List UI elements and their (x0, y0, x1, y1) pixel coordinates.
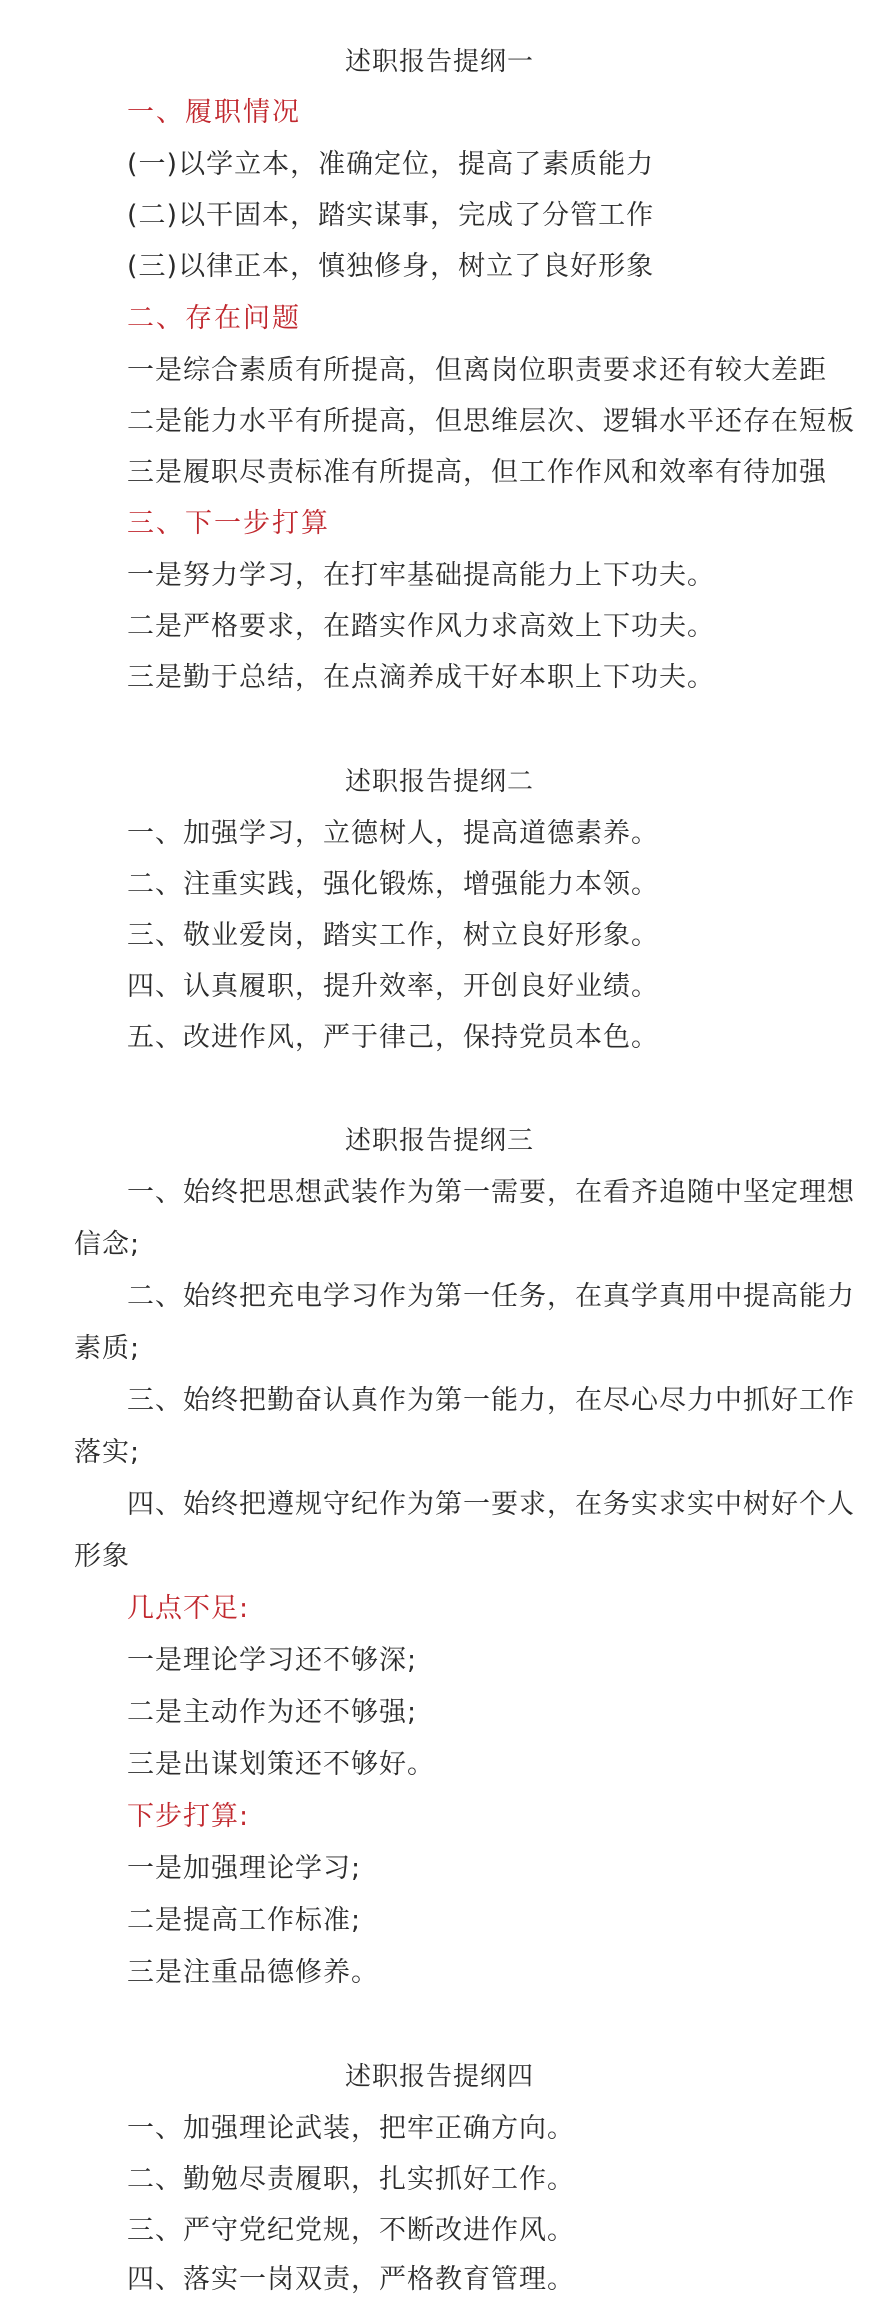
outline2-title: 述职报告提纲二 (344, 767, 534, 797)
outline3-shortcoming-1: 一是理论学习还不够深; (127, 1645, 418, 1676)
outline1-section1-item-2: (二)以干固本，踏实谋事，完成了分管工作 (127, 200, 655, 231)
outline4-title: 述职报告提纲四 (344, 2062, 534, 2092)
outline3-shortcomings-heading: 几点不足: (127, 1593, 250, 1624)
outline4-item-2: 二、勤勉尽责履职，扎实抓好工作。 (127, 2164, 575, 2195)
outline1-title: 述职报告提纲一 (344, 47, 534, 77)
outline3-title: 述职报告提纲三 (344, 1126, 534, 1156)
outline3-next-steps-heading: 下步打算: (127, 1801, 250, 1832)
outline3-para3-line1: 三、始终把勤奋认真作为第一能力，在尽心尽力中抓好工作 (127, 1385, 855, 1416)
outline3-shortcoming-2: 二是主动作为还不够强; (127, 1697, 418, 1728)
outline2-item-3: 三、敬业爱岗，踏实工作，树立良好形象。 (127, 920, 659, 951)
outline3-para3-line2: 落实; (74, 1437, 141, 1468)
outline3-para4-line2: 形象 (74, 1541, 130, 1572)
outline1-section1-item-3: (三)以律正本，慎独修身，树立了良好形象 (127, 251, 655, 282)
outline3-para2-line2: 素质; (74, 1333, 141, 1364)
outline3-next-step-3: 三是注重品德修养。 (127, 1957, 379, 1988)
outline1-section2-item-2: 二是能力水平有所提高，但思维层次、逻辑水平还存在短板 (127, 406, 855, 437)
outline1-section2-heading: 二、存在问题 (127, 303, 301, 334)
outline3-para1-line1: 一、始终把思想武装作为第一需要，在看齐追随中坚定理想 (127, 1177, 855, 1208)
outline3-para4-line1: 四、始终把遵规守纪作为第一要求，在务实求实中树好个人 (127, 1489, 855, 1520)
outline1-section3-heading: 三、下一步打算 (127, 508, 330, 539)
outline3-para1-line2: 信念; (74, 1229, 141, 1260)
outline1-section3-item-1: 一是努力学习，在打牢基础提高能力上下功夫。 (127, 560, 715, 591)
outline4-item-3: 三、严守党纪党规，不断改进作风。 (127, 2215, 575, 2246)
outline3-next-step-2: 二是提高工作标准; (127, 1905, 362, 1936)
outline3-shortcoming-3: 三是出谋划策还不够好。 (127, 1749, 435, 1780)
outline3-next-step-1: 一是加强理论学习; (127, 1853, 362, 1884)
outline1-section1-item-1: (一)以学立本，准确定位，提高了素质能力 (127, 149, 655, 180)
outline1-section2-item-3: 三是履职尽责标准有所提高，但工作作风和效率有待加强 (127, 457, 827, 488)
outline2-item-2: 二、注重实践，强化锻炼，增强能力本领。 (127, 869, 659, 900)
outline1-section3-item-3: 三是勤于总结，在点滴养成干好本职上下功夫。 (127, 662, 715, 693)
outline4-item-4: 四、落实一岗双责，严格教育管理。 (127, 2264, 575, 2295)
outline3-para2-line1: 二、始终把充电学习作为第一任务，在真学真用中提高能力 (127, 1281, 855, 1312)
outline2-item-5: 五、改进作风，严于律己，保持党员本色。 (127, 1022, 659, 1053)
outline1-section1-heading: 一、履职情况 (127, 97, 301, 128)
outline4-item-1: 一、加强理论武装，把牢正确方向。 (127, 2113, 575, 2144)
outline2-item-4: 四、认真履职，提升效率，开创良好业绩。 (127, 971, 659, 1002)
outline1-section2-item-1: 一是综合素质有所提高，但离岗位职责要求还有较大差距 (127, 355, 827, 386)
outline2-item-1: 一、加强学习，立德树人，提高道德素养。 (127, 818, 659, 849)
outline1-section3-item-2: 二是严格要求，在踏实作风力求高效上下功夫。 (127, 611, 715, 642)
